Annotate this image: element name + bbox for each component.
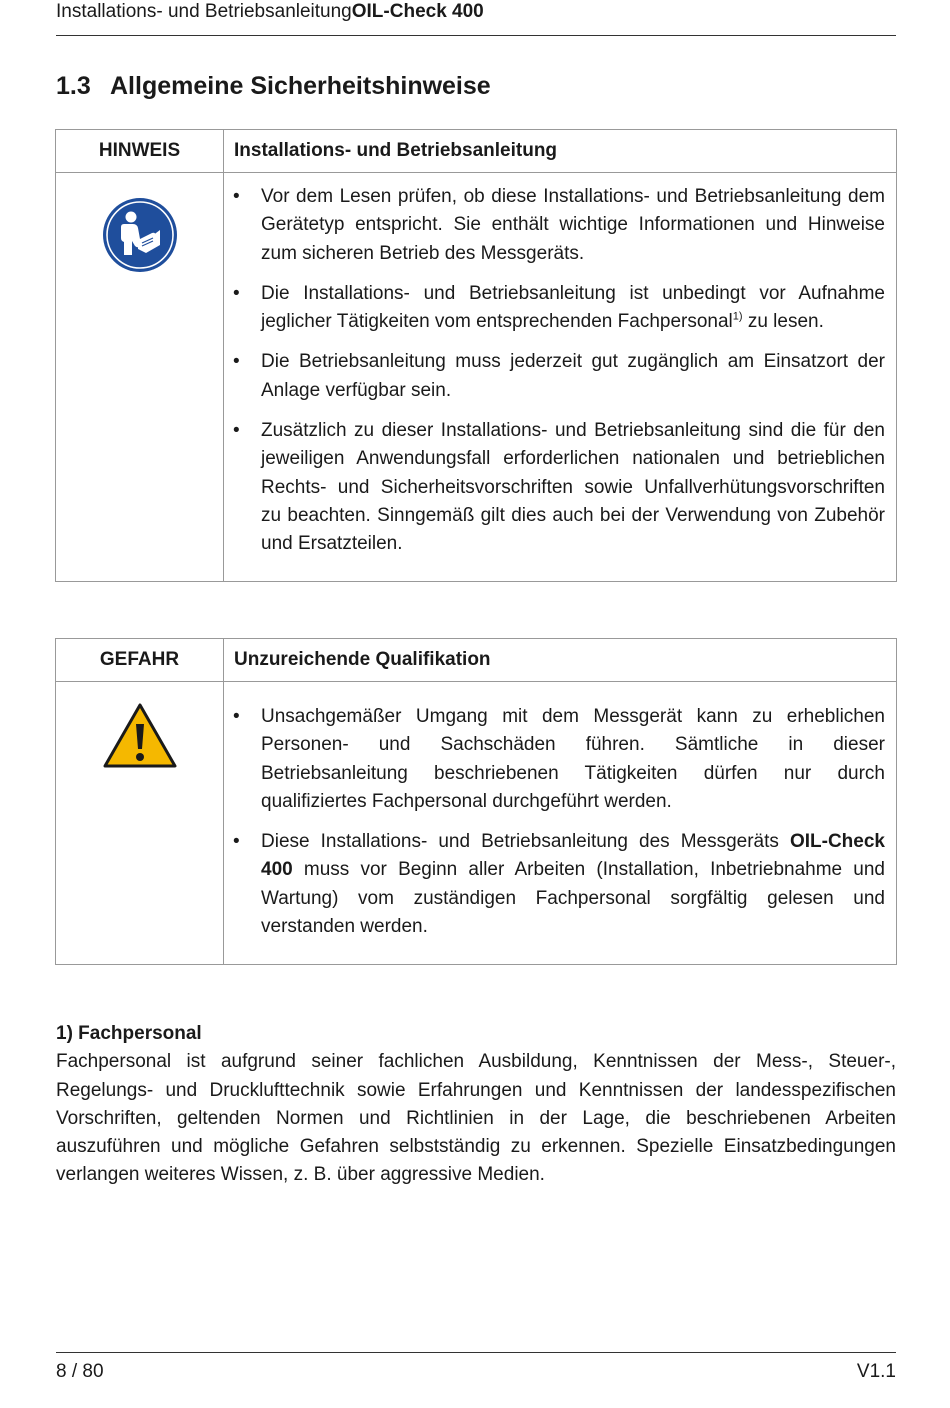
list-item-text: Die Installations- und Betriebsanleitung ist unbedingt vor Aufnahme jeglicher Tätigkeiten vom entsprechenden Fachpersonal [261, 282, 885, 333]
list-item: • Vor dem Lesen prüfen, ob diese Installations- und Betriebsanleitung dem Gerätetyp entspricht. Sie enthält wichtige Informationen und Hinweise zum sicheren Betrieb des Messgeräts. [224, 183, 885, 268]
hinweis-title: Installations- und Betriebsanleitung [224, 130, 897, 173]
list-item-text: muss vor Beginn aller Arbeiten (Installation, Inbetriebnahme und Wartung) vom zuständigen Fachpersonal sorgfältig gelesen und verstanden werden. [261, 859, 885, 938]
gefahr-label: GEFAHR [56, 639, 224, 682]
hinweis-content [224, 173, 897, 582]
hinweis-box [55, 129, 897, 582]
gefahr-icon-cell [56, 682, 224, 965]
list-item [224, 828, 885, 941]
list-item-text: Diese Installations- und Betriebsanleitung des Messgeräts [261, 831, 790, 853]
gefahr-box [55, 638, 897, 965]
hinweis-bullet-list [224, 173, 896, 559]
list-item [224, 280, 885, 337]
section-number: 1.3 [56, 72, 91, 100]
page-number: 8 / 80 [56, 1361, 104, 1382]
page-footer [56, 1352, 896, 1383]
hinweis-icon-cell [56, 173, 224, 582]
section-title [56, 70, 491, 102]
gefahr-bullet-list [224, 682, 896, 941]
footnote [56, 1020, 896, 1190]
document-version: V1.1 [856, 1361, 896, 1382]
hinweis-label: HINWEIS [56, 130, 224, 173]
product-name: OIL-Check 400 [261, 831, 885, 881]
gefahr-title: Unzureichende Qualifikation [224, 639, 897, 682]
gefahr-content [224, 682, 897, 965]
footnote-body: Fachpersonal ist aufgrund seiner fachlichen Ausbildung, Kenntnissen der Mess-, Steuer-, Regelungs- und Drucklufttechnik sowie Erfahrungen und Kenntnissen der landesspezifischen Vorschriften, geltenden Normen und Richtlinien in der Lage, die beschriebenen Arbeiten auszuführen und mögliche Gefahren selbstständig zu erkennen. Spezielle Einsatzbedingungen verlangen weiteres Wissen, z. B. über aggressive Medien. [56, 1051, 896, 1186]
list-item: • Die Betriebsanleitung muss jederzeit gut zugänglich am Einsatzort der Anlage verfügbar sein. [224, 348, 885, 405]
warning-triangle-icon [102, 702, 178, 770]
list-item: • Zusätzlich zu dieser Installations- und Betriebsanleitung sind die für den jeweiligen Anwendungsfall erforderlichen nationalen und betrieblichen Rechts- und Sicherheitsvorschriften sowie Unfallverhütungsvorschriften zu beachten. Sinngemäß gilt dies auch bei der Verwendung von Zubehör und Ersatzteilen. [224, 417, 885, 558]
section-heading: Allgemeine Sicherheitshinweise [110, 72, 491, 100]
footnote-ref: 1) [732, 310, 743, 323]
header-text: Installations- und Betriebsanleitung [56, 1, 352, 22]
list-item-text: zu lesen. [742, 311, 824, 333]
read-manual-icon [102, 197, 178, 273]
list-item: • Unsachgemäßer Umgang mit dem Messgerät kann zu erheblichen Personen- und Sachschäden führen. Sämtliche in dieser Betriebsanleitung beschriebenen Tätigkeiten dürfen nur durch qualifiziertes Fachpersonal durchgeführt werden. [224, 703, 885, 816]
header-product: OIL-Check 400 [351, 1, 484, 22]
footnote-heading: 1) Fachpersonal [56, 1023, 202, 1044]
page-header [56, 0, 896, 36]
